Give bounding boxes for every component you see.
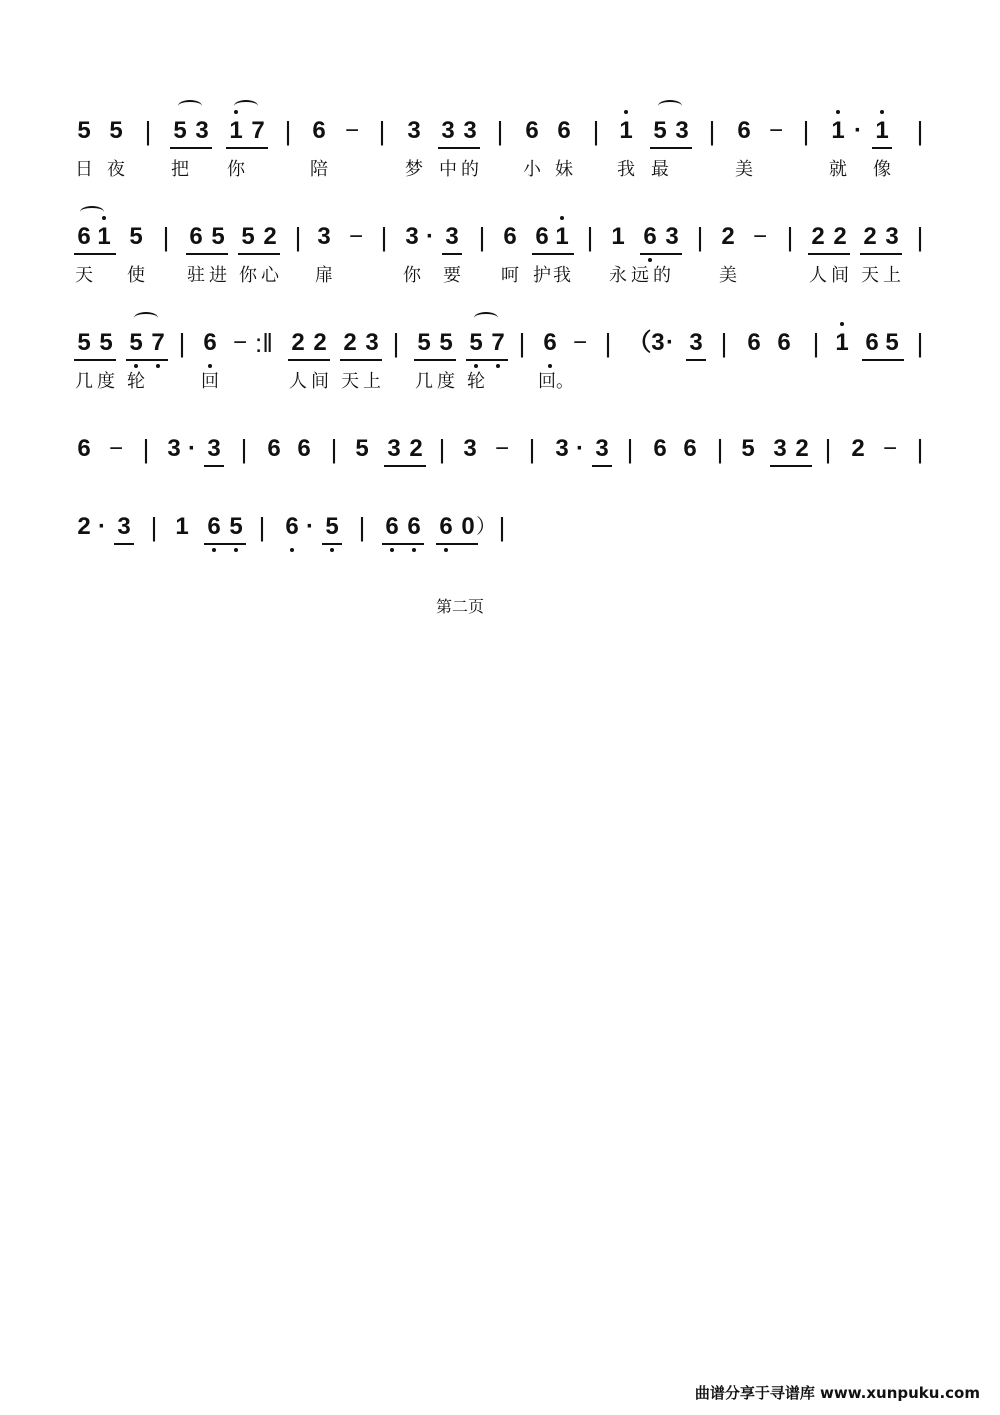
note: 1 [97,223,111,250]
note: 3 [207,435,221,462]
barline: | [592,116,600,146]
note: 2 [343,329,357,356]
note: 5 [77,329,91,356]
note: 1 [875,117,889,144]
dot: · [98,513,106,540]
note: 2 [409,435,423,462]
note: 5 [229,513,243,540]
lyrics-row [0,158,1000,184]
lyric: 驻 [187,265,205,286]
page-number: 第二页 [435,597,484,616]
note: 1 [175,513,189,540]
dot: · [854,117,862,144]
note: 3 [689,329,703,356]
note: 5 [325,513,339,540]
barline: | [358,512,366,542]
lyric: 回 [201,371,219,392]
barline: | [498,512,506,542]
note: 7 [151,329,165,356]
notes-row [0,434,1000,474]
dot: · [576,435,584,462]
note: 6 [747,329,761,356]
lyric: 的 [461,159,479,180]
lyric: 我 [617,159,635,180]
lyrics-row [0,370,1000,396]
barline: | [144,116,152,146]
note: 5 [417,329,431,356]
lyric: 度 [437,371,455,392]
slur [474,312,498,324]
beam [238,253,280,255]
lyrics-row [0,264,1000,290]
lyric: 心 [261,265,279,286]
note: 1 [619,117,633,144]
note: 6 [525,117,539,144]
note: 3 [167,435,181,462]
notes-row [0,116,1000,156]
lyric: 就 [829,159,847,180]
lyric: 中 [439,159,457,180]
low-dot [496,364,500,368]
note: 6 [189,223,203,250]
note: 6 [407,513,421,540]
beam [204,543,246,545]
note: 6 [643,223,657,250]
dash: − [572,329,587,356]
lyric: 间 [311,371,329,392]
dash: − [348,223,363,250]
lyric: 要 [443,265,461,286]
lyric: 轮 [127,371,145,392]
note: （3 [627,329,665,356]
note: 3 [463,117,477,144]
note: 5 [885,329,899,356]
note: 2 [851,435,865,462]
note: 5 [653,117,667,144]
lyric: 永 [609,265,627,286]
lyric: 间 [831,265,849,286]
note: 2 [833,223,847,250]
note: 3 [365,329,379,356]
note: 6 [865,329,879,356]
note: 6 [535,223,549,250]
barline: | [812,328,820,358]
high-dot [560,216,564,220]
note: 3 [885,223,899,250]
note: 3 [675,117,689,144]
lyric: 夜 [107,159,125,180]
low-dot [330,548,334,552]
beam [74,359,116,361]
barline: | [496,116,504,146]
note: 5 [741,435,755,462]
barline: | [916,328,924,358]
note: 1 [835,329,849,356]
note: 3 [555,435,569,462]
high-dot [624,110,628,114]
beam [860,253,902,255]
note: 2 [263,223,277,250]
lyric: 梦 [405,159,423,180]
barline: | [916,222,924,252]
lyric: 几 [75,371,93,392]
note: 1 [555,223,569,250]
note: 3 [441,117,455,144]
beam [466,359,508,361]
beam [170,147,212,149]
lyric: 天 [75,265,93,286]
note: 1 [831,117,845,144]
note: 6 [439,513,453,540]
barline: | [284,116,292,146]
note: 6 [683,435,697,462]
note: 6 [285,513,299,540]
lyric: 天 [341,371,359,392]
beam [204,465,224,467]
slur [178,100,202,112]
beam [74,253,116,255]
barline: | [142,434,150,464]
note: 3 [405,223,419,250]
note: 2 [291,329,305,356]
beam [438,147,480,149]
note: 6 [653,435,667,462]
notes-row [0,512,1000,552]
note: 3 [463,435,477,462]
barline: | [916,116,924,146]
barline: | [438,434,446,464]
dot: · [426,223,434,250]
note: 7 [251,117,265,144]
barline: | [824,434,832,464]
note: 3 [665,223,679,250]
note: 6 [203,329,217,356]
note: 6 [385,513,399,540]
lyric: 人 [809,265,827,286]
lyric: 上 [363,371,381,392]
lyric: 天 [861,265,879,286]
note: 6 [207,513,221,540]
note: 3 [407,117,421,144]
slur [134,312,158,324]
low-dot [548,364,552,368]
note: 6 [297,435,311,462]
lyric: 呵 [501,265,519,286]
lyric: 度 [97,371,115,392]
note: 3 [117,513,131,540]
slur [80,206,104,218]
beam [414,359,456,361]
note: 3 [195,117,209,144]
barline: | [916,434,924,464]
barline: | [330,434,338,464]
barline: | [294,222,302,252]
high-dot [880,110,884,114]
note: 5 [129,329,143,356]
note: 3 [317,223,331,250]
lyric: 小 [523,159,541,180]
low-dot [412,548,416,552]
note: 6 [503,223,517,250]
high-dot [836,110,840,114]
barline: | [392,328,400,358]
note: 2 [795,435,809,462]
beam [114,543,134,545]
barline: | [626,434,634,464]
lyric: 你 [403,265,421,286]
lyric: 你 [227,159,245,180]
barline: | [708,116,716,146]
note: 2 [863,223,877,250]
lyric: 使 [127,265,145,286]
note: 1 [229,117,243,144]
note: 6 [267,435,281,462]
note: 0 [461,513,475,540]
dash: − [232,329,247,356]
lyric: 妹 [555,159,573,180]
note: 6 [77,223,91,250]
beam [770,465,812,467]
note: 3 [595,435,609,462]
low-dot [390,548,394,552]
barline: | [150,512,158,542]
dash: − [344,117,359,144]
barline: | [240,434,248,464]
beam [650,147,692,149]
low-dot [444,548,448,552]
note: 1 [611,223,625,250]
note: 5 [241,223,255,250]
note: 5 [469,329,483,356]
beam [186,253,228,255]
barline: | [162,222,170,252]
low-dot [212,548,216,552]
low-dot [156,364,160,368]
beam [322,543,342,545]
barline: | [478,222,486,252]
note: 2 [721,223,735,250]
note: 6 [77,435,91,462]
beam [288,359,330,361]
dash: − [108,435,123,462]
lyric: 你 [239,265,257,286]
beam [382,543,424,545]
lyric: 人 [289,371,307,392]
note: 5 [109,117,123,144]
note: 6 [557,117,571,144]
note: 5 [99,329,113,356]
low-dot [474,364,478,368]
lyric: 的 [653,265,671,286]
lyric: 回。 [538,371,574,392]
barline: | [802,116,810,146]
high-dot [840,322,844,326]
note: 6 [737,117,751,144]
barline: | [696,222,704,252]
note: 3 [387,435,401,462]
lyric: 远 [631,265,649,286]
lyric: 轮 [467,371,485,392]
note: 5 [129,223,143,250]
dash: − [752,223,767,250]
note: 6 [543,329,557,356]
note: 7 [491,329,505,356]
lyric: 陪 [310,159,328,180]
barline: | [258,512,266,542]
note: 2 [811,223,825,250]
beam [226,147,268,149]
barline: | [378,116,386,146]
lyric: 几 [415,371,433,392]
barline: | [178,328,186,358]
barline: | [604,328,612,358]
lyric: 美 [735,159,753,180]
beam [340,359,382,361]
beam [872,147,892,149]
low-dot [134,364,138,368]
barline: | [716,434,724,464]
dot: · [188,435,196,462]
dash: − [882,435,897,462]
beam [436,543,478,545]
barline: | [528,434,536,464]
lyric: 日 [75,159,93,180]
note: 5 [77,117,91,144]
lyric: 上 [883,265,901,286]
note: 2 [313,329,327,356]
closing-paren: ） [476,516,496,538]
dash: − [494,435,509,462]
barline: | [518,328,526,358]
low-dot [290,548,294,552]
lyric: 我 [553,265,571,286]
barline: | [720,328,728,358]
lyric: 美 [719,265,737,286]
beam [592,465,612,467]
beam [808,253,850,255]
low-dot [208,364,212,368]
notes-row [0,328,1000,368]
lyric: 最 [651,159,669,180]
note: 3 [445,223,459,250]
lyric: 扉 [315,265,333,286]
site-credit: 曲谱分享于寻谱库 www.xunpuku.com [694,1384,980,1402]
dash: − [768,117,783,144]
note: 5 [211,223,225,250]
beam [384,465,426,467]
low-dot [234,548,238,552]
beam [862,359,904,361]
notes-row [0,222,1000,262]
note: 6 [312,117,326,144]
lyric: 把 [171,159,189,180]
note: 3 [773,435,787,462]
beam [686,359,706,361]
note: 5 [439,329,453,356]
lyric: 进 [209,265,227,286]
note: 2 [77,513,91,540]
barline: | [380,222,388,252]
dot: · [666,329,674,356]
note: 5 [355,435,369,462]
barline: | [586,222,594,252]
low-dot [648,258,652,262]
dot: · [306,513,314,540]
beam [532,253,574,255]
note: 5 [173,117,187,144]
note: 6 [777,329,791,356]
beam [640,253,682,255]
repeat-end-barline: :‖ [255,328,273,358]
lyric: 像 [873,159,891,180]
beam [442,253,462,255]
slur [658,100,682,112]
barline: | [786,222,794,252]
beam [126,359,168,361]
slur [234,100,258,112]
lyric: 护 [533,265,551,286]
